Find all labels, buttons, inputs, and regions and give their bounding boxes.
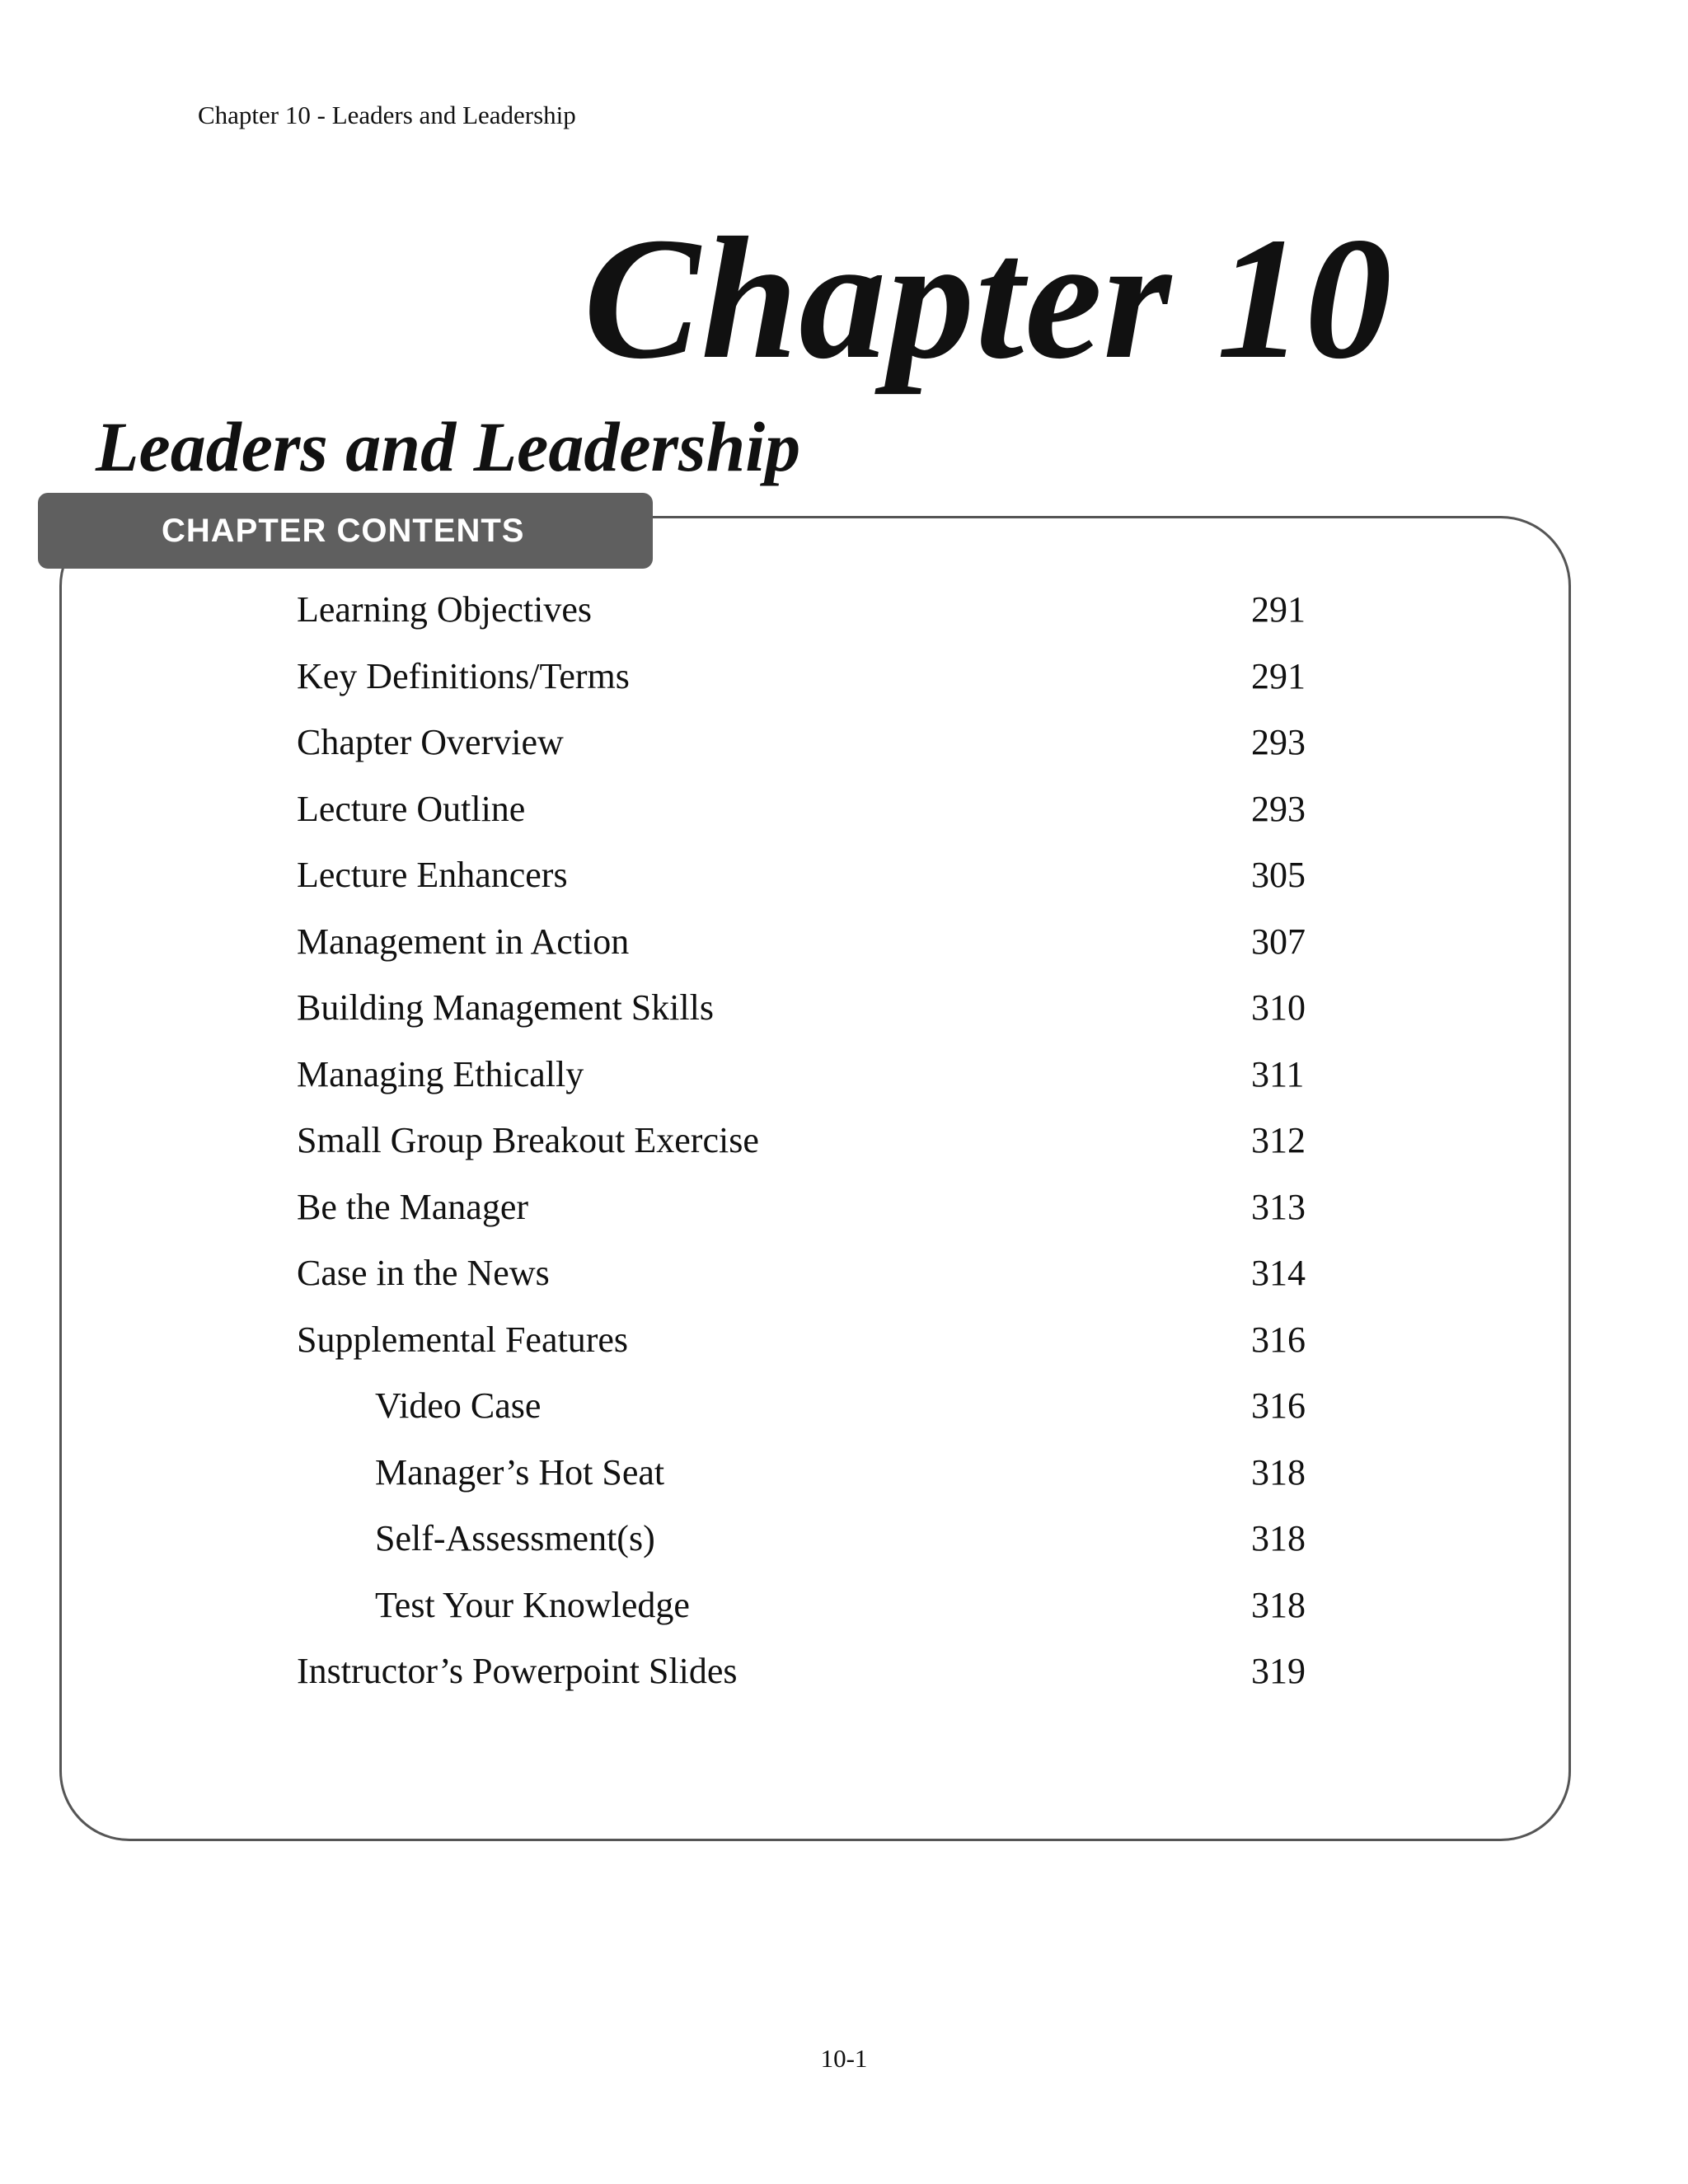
toc-entry bbox=[0, 710, 1688, 776]
toc-entry bbox=[0, 776, 1688, 843]
toc-entry-page: 310 bbox=[1251, 987, 1306, 1028]
toc-entry-page: 316 bbox=[1251, 1385, 1306, 1426]
toc-entry bbox=[0, 1174, 1688, 1241]
toc-entry-title: Instructor’s Powerpoint Slides bbox=[297, 1651, 738, 1691]
toc-entry-title: Managing Ethically bbox=[297, 1053, 584, 1094]
toc-entry bbox=[0, 577, 1688, 644]
toc-entry bbox=[0, 975, 1688, 1042]
toc-entry-page: 313 bbox=[1251, 1186, 1306, 1227]
toc-entry-page: 307 bbox=[1251, 921, 1306, 962]
toc-entry-title: Supplemental Features bbox=[297, 1319, 629, 1360]
table-of-contents bbox=[0, 577, 1688, 1705]
toc-entry-page: 316 bbox=[1251, 1319, 1306, 1360]
toc-entry bbox=[0, 1373, 1688, 1440]
toc-entry-page: 291 bbox=[1251, 655, 1306, 696]
toc-entry bbox=[0, 1638, 1688, 1705]
toc-entry bbox=[0, 1240, 1688, 1307]
page-number: 10-1 bbox=[820, 2044, 868, 2073]
toc-entry-page: 293 bbox=[1251, 722, 1306, 762]
toc-entry-title: Building Management Skills bbox=[297, 987, 714, 1028]
toc-entry bbox=[0, 1307, 1688, 1374]
toc-entry-title: Be the Manager bbox=[297, 1186, 528, 1227]
toc-entry-title: Manager’s Hot Seat bbox=[375, 1451, 665, 1493]
toc-entry-title: Key Definitions/Terms bbox=[297, 655, 630, 696]
toc-entry-title: Chapter Overview bbox=[297, 722, 564, 762]
toc-entry-title: Video Case bbox=[375, 1385, 542, 1426]
toc-entry-page: 291 bbox=[1251, 589, 1306, 630]
toc-entry-page: 319 bbox=[1251, 1651, 1306, 1691]
toc-entry-page: 318 bbox=[1251, 1584, 1306, 1625]
contents-heading: CHAPTER CONTENTS bbox=[38, 493, 653, 569]
toc-entry-page: 318 bbox=[1251, 1518, 1306, 1558]
toc-entry-title: Learning Objectives bbox=[297, 589, 592, 630]
toc-entry-page: 293 bbox=[1251, 788, 1306, 829]
toc-entry-title: Small Group Breakout Exercise bbox=[297, 1120, 759, 1160]
toc-entry bbox=[0, 644, 1688, 710]
toc-entry bbox=[0, 1042, 1688, 1108]
toc-entry-title: Self-Assessment(s) bbox=[375, 1518, 655, 1558]
toc-entry-page: 312 bbox=[1251, 1120, 1306, 1160]
toc-entry bbox=[0, 1506, 1688, 1572]
toc-entry-page: 318 bbox=[1251, 1451, 1306, 1493]
toc-entry-page: 305 bbox=[1251, 855, 1306, 895]
toc-entry bbox=[0, 1108, 1688, 1174]
toc-entry bbox=[0, 909, 1688, 976]
toc-entry bbox=[0, 842, 1688, 909]
toc-entry-title: Lecture Outline bbox=[297, 788, 526, 829]
toc-entry-title: Case in the News bbox=[297, 1253, 550, 1293]
toc-entry-page: 314 bbox=[1251, 1253, 1306, 1293]
toc-entry-title: Test Your Knowledge bbox=[375, 1584, 690, 1625]
toc-entry-page: 311 bbox=[1251, 1053, 1305, 1094]
toc-entry bbox=[0, 1440, 1688, 1507]
toc-entry bbox=[0, 1572, 1688, 1639]
toc-entry-title: Lecture Enhancers bbox=[297, 855, 568, 895]
running-header: Chapter 10 - Leaders and Leadership bbox=[198, 101, 576, 129]
chapter-title: Chapter 10 bbox=[584, 201, 1393, 395]
toc-entry-title: Management in Action bbox=[297, 921, 630, 962]
chapter-subtitle: Leaders and Leadership bbox=[96, 407, 801, 486]
